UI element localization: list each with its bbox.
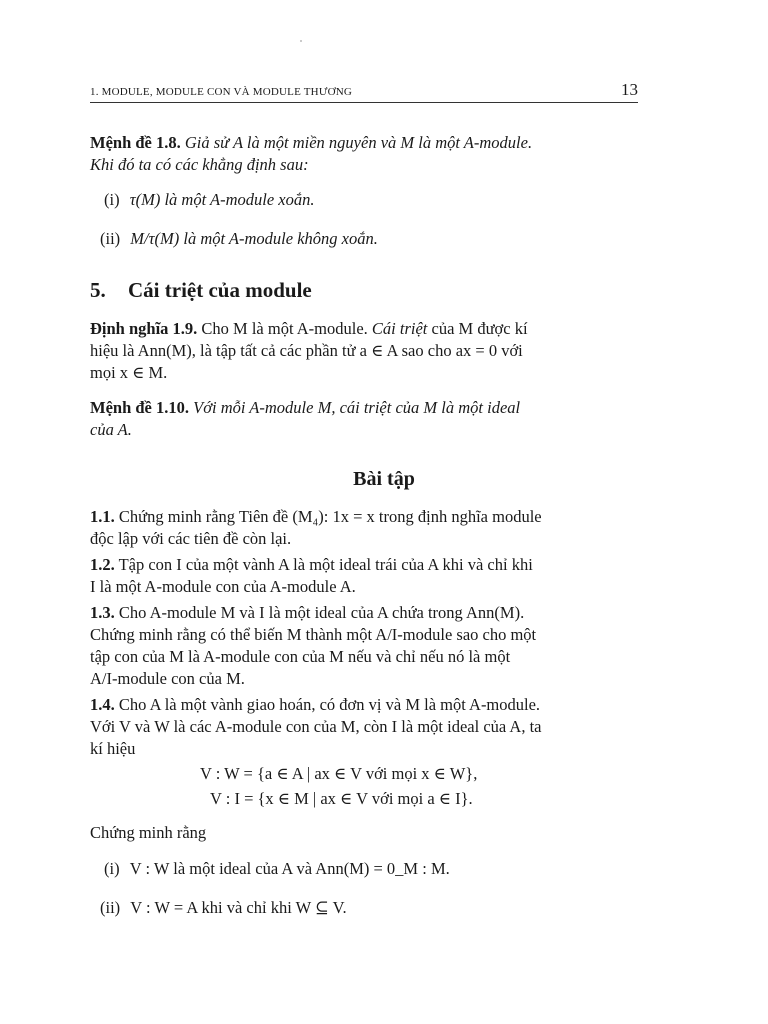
exercise-text: Cho A là một vành giao hoán, có đơn vị và M là một A-module.: [118, 695, 541, 714]
exercise-part: [100, 897, 347, 919]
definition-text: của M được kí: [431, 319, 528, 338]
exercise-1-2: [90, 554, 638, 598]
defined-term: Cái triệt: [371, 319, 428, 338]
exercise-part: [104, 858, 450, 880]
chapter-title: 1. MODULE, MODULE CON VÀ MODULE THƯƠNG: [90, 86, 352, 98]
prove-statement: Chứng minh rằng: [90, 823, 207, 842]
proposition-label: Mệnh đề 1.8.: [90, 133, 181, 152]
proposition-text: của A.: [90, 420, 132, 439]
section-number: 5.: [90, 278, 106, 302]
section-heading: [90, 278, 312, 303]
section-title: Cái triệt của module: [128, 278, 312, 302]
item-text: M/τ(M) là một A-module không xoắn.: [130, 229, 378, 248]
definition-1-9: [90, 318, 638, 384]
exercise-text: độc lập với các tiên đề còn lại.: [90, 529, 292, 548]
item-label: (i): [104, 190, 120, 209]
item-label: (ii): [100, 229, 121, 248]
equation-colon-w: V : W = {a ∈ A | ax ∈ V với mọi x ∈ W},: [200, 764, 478, 783]
exercise-label: 1.1.: [90, 507, 115, 526]
exercise-text: Chứng minh rằng Tiên đề (M₄): 1x = x trong định nghĩa module: [118, 507, 542, 526]
exercise-1-3: [90, 602, 638, 690]
exercise-label: 1.3.: [90, 603, 115, 622]
exercise-text: A/I-module con của M.: [90, 669, 245, 688]
exercise-text: Cho A-module M và I là một ideal của A chứa trong Ann(M).: [118, 603, 525, 622]
definition-label: Định nghĩa 1.9.: [90, 319, 198, 338]
page-number: 13: [621, 80, 638, 99]
exercise-text: Tập con I của một vành A là một ideal trái của A khi và chỉ khi: [118, 555, 533, 574]
proposition-item: [100, 228, 378, 250]
item-text: V : W = A khi và chỉ khi W ⊆ V.: [130, 898, 347, 917]
definition-text: Cho M là một A-module.: [201, 319, 368, 338]
exercise-text: Với V và W là các A-module con của M, còn I là một ideal của A, ta: [90, 717, 542, 736]
item-label: (i): [104, 859, 120, 878]
exercise-label: 1.2.: [90, 555, 115, 574]
item-text: V : W là một ideal của A và Ann(M) = 0_M : M.: [129, 859, 450, 878]
definition-text: mọi x ∈ M.: [90, 363, 168, 382]
exercise-1-1: [90, 506, 638, 550]
exercise-label: 1.4.: [90, 695, 115, 714]
running-header: [90, 82, 638, 103]
proposition-text: Giả sử A là một miền nguyên và M là một A-module.: [184, 133, 533, 152]
page-speck: [300, 40, 302, 42]
item-text: τ(M) là một A-module xoắn.: [129, 190, 315, 209]
proposition-item: [104, 189, 314, 211]
proposition-text: Khi đó ta có các khẳng định sau:: [90, 155, 309, 174]
exercise-text: kí hiệu: [90, 739, 136, 758]
exercise-text: Chứng minh rằng có thể biến M thành một A/I-module sao cho một: [90, 625, 537, 644]
exercise-text: I là một A-module con của A-module A.: [90, 577, 356, 596]
proposition-text: Với mỗi A-module M, cái triệt của M là một ideal: [193, 398, 521, 417]
proposition-1-10: [90, 397, 638, 441]
exercise-1-4: [90, 694, 638, 760]
equation-colon-i: V : I = {x ∈ M | ax ∈ V với mọi a ∈ I}.: [210, 789, 473, 808]
proposition-1-8: [90, 132, 638, 176]
proposition-label: Mệnh đề 1.10.: [90, 398, 189, 417]
item-label: (ii): [100, 898, 121, 917]
exercises-heading: Bài tập: [353, 468, 415, 490]
exercise-text: tập con của M là A-module con của M nếu và chỉ nếu nó là một: [90, 647, 511, 666]
definition-text: hiệu là Ann(M), là tập tất cả các phần tử a ∈ A sao cho ax = 0 với: [90, 341, 523, 360]
